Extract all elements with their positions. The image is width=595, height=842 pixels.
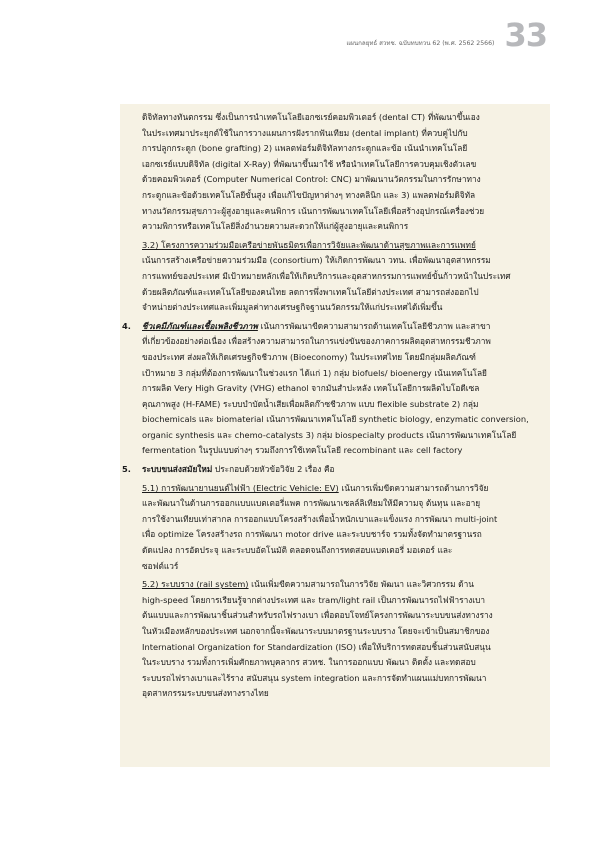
subsection-3-2 bbox=[142, 238, 545, 316]
text-line: จำหน่ายต่างประเทศและเพิ่มมูลค่าทางเศรษฐกิจฐานนวัตกรรมให้แก่ประเทศได้เพิ่มขึ้น bbox=[142, 302, 443, 313]
item-title: ชีวเคมีภัณฑ์และเชื้อเพลิงชีวภาพ bbox=[142, 320, 258, 331]
text-line: ในหัวเมืองหลักของประเทศ นอกจากนี้จะพัฒนาระบบมาตรฐานระบบราง โดยจะเข้าเป็นสมาชิกของ bbox=[142, 626, 490, 636]
text-line: คุณภาพสูง (H-FAME) ระบบบำบัดน้ำเสียเพื่อผลิตก๊าซชีวภาพ แบบ flexible substrate 2) กลุ่ม bbox=[142, 398, 479, 409]
page-number: 33 bbox=[504, 16, 547, 54]
text-line: fermentation ในรูปแบบต่างๆ รวมถึงการใช้เทคโนโลยี recombinant และ cell factory bbox=[142, 445, 463, 456]
text-fragment: เน้นการพัฒนาขีดความสามารถด้านเทคโนโลยีชีวภาพ และสาขา bbox=[257, 320, 491, 331]
text-line: กระดูกและข้อด้วยเทคโนโลยีขั้นสูง เพื่อแก้ไขปัญหาต่างๆ ทางคลินิก และ 3) แพลตฟอร์มดิจิทัล bbox=[142, 189, 476, 200]
item-5 bbox=[122, 462, 545, 478]
subsection-heading: 5.1) การพัฒนายานยนต์ไฟฟ้า (Electric Vehicle: EV) bbox=[142, 482, 339, 493]
text-line: ต้นแบบและการพัฒนาชิ้นส่วนสำหรับรถไฟรางเบา เพื่อตอบโจทย์โครงการพัฒนาระบบขนส่งทางราง bbox=[142, 610, 493, 621]
content-box bbox=[120, 104, 550, 767]
text-line: การใช้งานเทียบเท่าสากล การออกแบบโครงสร้างเพื่อน้ำหนักเบาและแข็งแรง การพัฒนา multi-joint bbox=[142, 513, 498, 524]
text-line: International Organization for Standardization (ISO) เพื่อให้บริการทดสอบชิ้นส่วนสนับสนุน bbox=[142, 641, 491, 652]
item-title: ระบบขนส่งสมัยใหม่ bbox=[142, 464, 213, 475]
section-continuation bbox=[142, 110, 545, 235]
text-line: ทางนวัตกรรมสุขภาวะผู้สูงอายุและคนพิการ เน้นการพัฒนาเทคโนโลยีเพื่อสร้างอุปกรณ์เครื่องช่วย bbox=[142, 205, 485, 216]
item-4 bbox=[122, 319, 545, 459]
text-line: ดัดแปลง การอัดประจุ และระบบอัตโนมัติ ตลอดจนถึงการทดสอบแบตเตอรี่ มอเตอร์ และ bbox=[142, 545, 453, 556]
text-line: ที่เกี่ยวข้องอย่างต่อเนื่อง เพื่อสร้างความสามารถในการแข่งขันของภาคการผลิตอุตสาหกรรมชีวภาพ bbox=[142, 336, 491, 347]
text-line: การผลิต Very High Gravity (VHG) ethanol จากมันสำปะหลัง เทคโนโลยีการผลิตไบโอดีเซล bbox=[142, 383, 480, 394]
text-line: อุตสาหกรรมระบบขนส่งทางรางไทย bbox=[142, 688, 269, 699]
text-line: เอกซเรย์แบบดิจิทัล (digital X-Ray) ที่พัฒนาขึ้นมาใช้ หรือนำเทคโนโลยีการควบคุมเชิงตัวเลข bbox=[142, 158, 477, 169]
text-line: biochemicals และ biomaterial เน้นการพัฒนาเทคโนโลยี synthetic biology, enzymatic conversion, bbox=[142, 414, 529, 425]
text-fragment: เน้นเพิ่มขีดความสามารถในการวิจัย พัฒนา และวิศวกรรม ด้าน bbox=[248, 579, 474, 590]
text-line: เพื่อ optimize โครงสร้างรถ การพัฒนา motor drive และระบบชาร์จ รวมทั้งจัดทำมาตรฐานรถ bbox=[142, 529, 482, 540]
text-line: และพัฒนาในด้านการออกแบบแบตเตอรี่แพค การพัฒนาเซลล์ลิเทียมให้มีความจุ ต้นทุน และอายุ bbox=[142, 498, 481, 509]
text-line: เน้นการสร้างเครือข่ายความร่วมมือ (consortium) ให้เกิดการพัฒนา วทน. เพื่อพัฒนาอุตสาหกรรม bbox=[142, 255, 491, 266]
text-line: ซอฟต์แวร์ bbox=[142, 560, 179, 571]
item-number: 5. bbox=[122, 464, 131, 475]
running-title: แผนกลยุทธ์ สวทช. ฉบับทบทวน 62 (พ.ศ. 2562 2566) bbox=[346, 40, 495, 47]
item-number: 4. bbox=[122, 320, 131, 331]
text-line: ในระบบราง รวมทั้งการเพิ่มศักยภาพบุคลากร สวทช. ในการออกแบบ พัฒนา ติดตั้ง และทดสอบ bbox=[142, 657, 476, 668]
text-line: ของประเทศ ส่งผลให้เกิดเศรษฐกิจชีวภาพ (Bioeconomy) ในประเทศไทย โดยมีกลุ่มผลิตภัณฑ์ bbox=[142, 351, 476, 362]
text-fragment: ประกอบด้วยหัวข้อวิจัย 2 เรื่อง คือ bbox=[212, 464, 335, 475]
text-line: การแพทย์ของประเทศ มีเป้าหมายหลักเพื่อให้เกิดบริการและอุตสาหกรรมการแพทย์ขั้นก้าวหน้าในประเทศ bbox=[142, 270, 511, 281]
text-line: การปลูกกระดูก (bone grafting) 2) แพลตฟอร์มดิจิทัลทางกระดูกและข้อ เน้นนำเทคโนโลยี bbox=[142, 143, 468, 154]
text-line: เป้าหมาย 3 กลุ่มที่ต้องการพัฒนาในช่วงแรก ได้แก่ 1) กลุ่ม biofuels/ bioenergy เน้นเทคโนโลยี bbox=[142, 367, 487, 378]
text-line: ด้วยคอมพิวเตอร์ (Computer Numerical Control: CNC) มาพัฒนานวัตกรรมในการรักษาทาง bbox=[142, 174, 481, 185]
text-line: ความพิการหรือเทคโนโลยีสิ่งอำนวยความสะดวกให้แก่ผู้สูงอายุและคนพิการ bbox=[142, 221, 409, 232]
text-line: ด้วยผลิตภัณฑ์และเทคโนโลยีของคนไทย ลดการพึ่งพาเทคโนโลยีต่างประเทศ สามารถส่งออกไป bbox=[142, 286, 479, 297]
subsection-heading: 3.2) โครงการความร่วมมือเครือข่ายพันธมิตรเพื่อการวิจัยและพัฒนาด้านสุขภาพและการแพทย์ bbox=[142, 239, 476, 250]
subsection-5-1 bbox=[142, 481, 545, 575]
text-line: organic synthesis และ chemo-catalysts 3) กลุ่ม biospecialty products เน้นการพัฒนาเทคโนโลยี bbox=[142, 429, 517, 440]
text-line: ในประเทศมาประยุกต์ใช้ในการวางแผนการฝังรากฟันเทียม (dental implant) ที่ควบคู่ไปกับ bbox=[142, 127, 468, 138]
text-line: high-speed โดยการเรียนรู้จากต่างประเทศ และ tram/light rail เป็นการพัฒนารถไฟฟ้ารางเบา bbox=[142, 594, 486, 605]
text-line: ระบบรถไฟรางเบาและไร้ราง สนับสนุน system integration และการจัดทำแผนแม่บทการพัฒนา bbox=[142, 672, 487, 683]
text-fragment: เน้นการเพิ่มขีดความสามารถด้านการวิจัย bbox=[338, 482, 489, 493]
page-header bbox=[346, 18, 547, 58]
subsection-heading: 5.2) ระบบราง (rail system) bbox=[142, 579, 249, 590]
subsection-5-2 bbox=[142, 577, 545, 702]
text-line: ดิจิทัลทางทันตกรรม ซึ่งเป็นการนำเทคโนโลยีเอกซเรย์คอมพิวเตอร์ (dental CT) ที่พัฒนาขึ้นเอง bbox=[142, 112, 480, 122]
